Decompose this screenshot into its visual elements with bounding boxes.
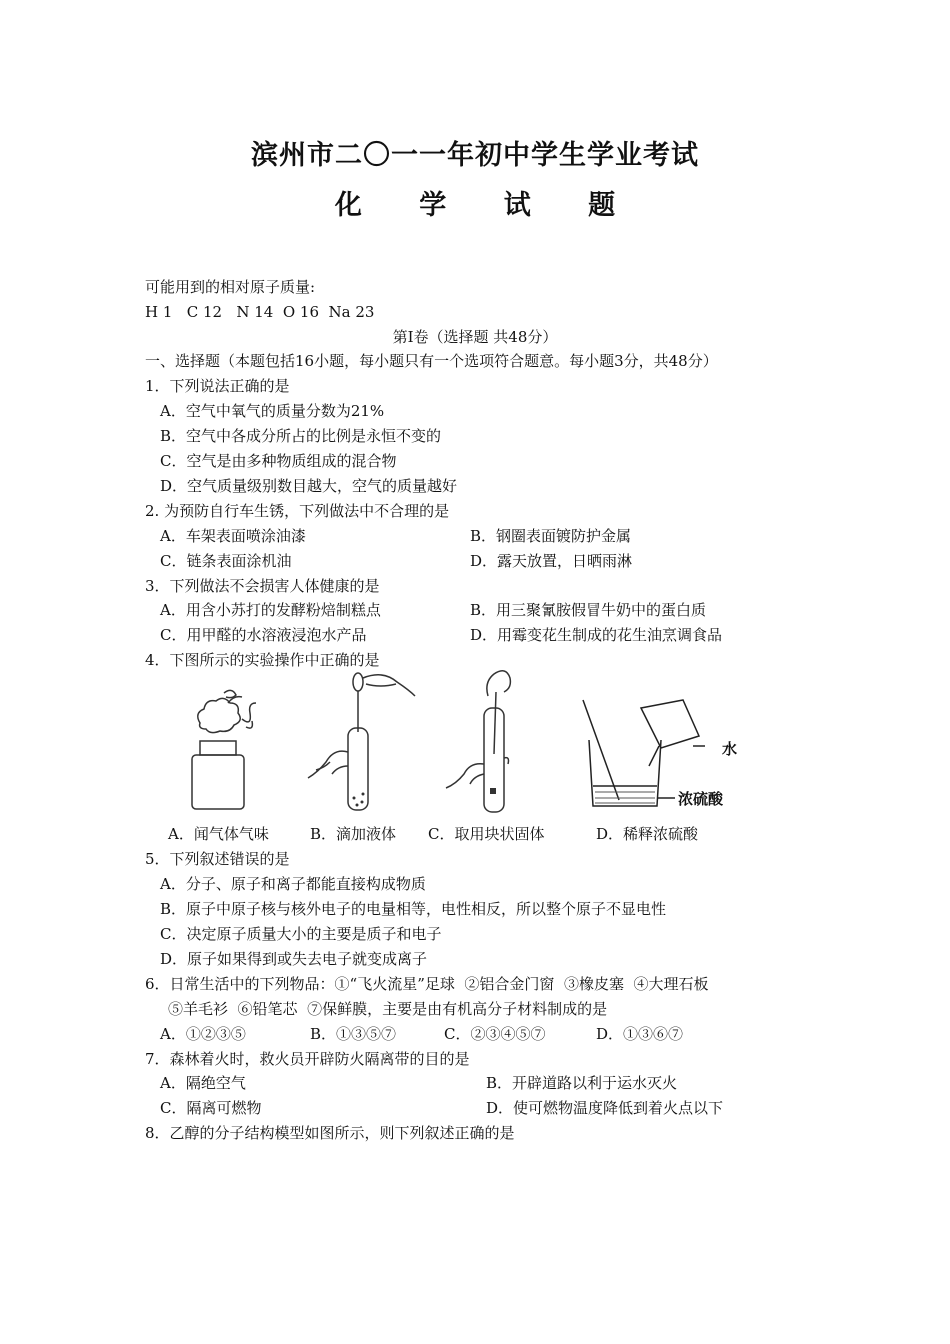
atomic-mass-label: 可能用到的相对原子质量:	[145, 278, 316, 296]
q1-option-c: C．空气是由多种物质组成的混合物	[160, 452, 397, 470]
exam-title: 滨州市二〇一一年初中学生学业考试	[251, 140, 699, 171]
section-title: 第Ⅰ卷（选择题 共48分）	[392, 328, 558, 346]
q5-option-a: A．分子、原子和离子都能直接构成物质	[160, 875, 426, 893]
q6-option-b: B．①③⑤⑦	[310, 1025, 397, 1043]
q3-option-c: C．用甲醛的水溶液浸泡水产品	[160, 626, 367, 644]
q7-option-c: C．隔离可燃物	[160, 1099, 262, 1117]
q6-stem-line1: 6．日常生活中的下列物品：①“飞火流星”足球 ②铝合金门窗 ③橡皮塞 ④大理石板	[145, 975, 709, 993]
q1-option-a: A．空气中氧气的质量分数为21%	[160, 402, 385, 420]
q4-option-c: C．取用块状固体	[428, 825, 545, 843]
q3-option-a: A．用含小苏打的发酵粉焙制糕点	[160, 601, 381, 619]
q3-stem: 3．下列做法不会损害人体健康的是	[145, 577, 380, 595]
figure-add-liquid	[300, 670, 420, 815]
q2-option-d: D．露天放置，日晒雨淋	[470, 552, 633, 570]
q6-option-c: C．②③④⑤⑦	[444, 1025, 546, 1043]
figure-label-acid: 浓硫酸	[678, 790, 724, 808]
q5-option-b: B．原子中原子核与核外电子的电量相等，电性相反，所以整个原子不显电性	[160, 900, 667, 918]
q5-option-c: C．决定原子质量大小的主要是质子和电子	[160, 925, 442, 943]
figure-take-solid	[440, 668, 550, 818]
figure-label-water: 水	[722, 740, 738, 758]
q4-option-b: B．滴加液体	[310, 825, 397, 843]
q3-option-d: D．用霉变花生制成的花生油烹调食品	[470, 626, 723, 644]
q6-stem-line2: ⑤羊毛衫 ⑥铅笔芯 ⑦保鲜膜，主要是由有机高分子材料制成的是	[168, 1000, 608, 1018]
q5-stem: 5．下列叙述错误的是	[145, 850, 290, 868]
q4-option-d: D．稀释浓硫酸	[596, 825, 699, 843]
q2-stem: 2. 为预防自行车生锈，下列做法中不合理的是	[145, 502, 450, 520]
q7-option-a: A．隔绝空气	[160, 1074, 246, 1092]
q8-stem: 8．乙醇的分子结构模型如图所示，则下列叙述正确的是	[145, 1124, 515, 1142]
q7-option-b: B．开辟道路以利于运水灭火	[486, 1074, 678, 1092]
part-one-instructions: 一、选择题（本题包括16小题，每小题只有一个选项符合题意。每小题3分，共48分）	[145, 352, 718, 370]
atomic-masses: H 1 C 12 N 14 O 16 Na 23	[145, 303, 375, 321]
q1-stem: 1．下列说法正确的是	[145, 377, 290, 395]
figure-smell-gas	[180, 683, 270, 813]
q2-option-b: B．钢圈表面镀防护金属	[470, 527, 632, 545]
q6-option-d: D．①③⑥⑦	[596, 1025, 684, 1043]
q2-option-a: A．车架表面喷涂油漆	[160, 527, 306, 545]
q3-option-b: B．用三聚氰胺假冒牛奶中的蛋白质	[470, 601, 707, 619]
q7-stem: 7．森林着火时，救火员开辟防火隔离带的目的是	[145, 1050, 470, 1068]
q1-option-d: D．空气质量级别数目越大，空气的质量越好	[160, 477, 458, 495]
q1-option-b: B．空气中各成分所占的比例是永恒不变的	[160, 427, 442, 445]
q4-option-a: A．闻气体气味	[168, 825, 269, 843]
q4-stem: 4．下图所示的实验操作中正确的是	[145, 651, 380, 669]
q6-option-a: A．①②③⑤	[160, 1025, 246, 1043]
exam-subtitle: 化 学 试 题	[334, 190, 640, 221]
q7-option-d: D．使可燃物温度降低到着火点以下	[486, 1099, 724, 1117]
q5-option-d: D．原子如果得到或失去电子就变成离子	[160, 950, 428, 968]
q2-option-c: C．链条表面涂机油	[160, 552, 292, 570]
